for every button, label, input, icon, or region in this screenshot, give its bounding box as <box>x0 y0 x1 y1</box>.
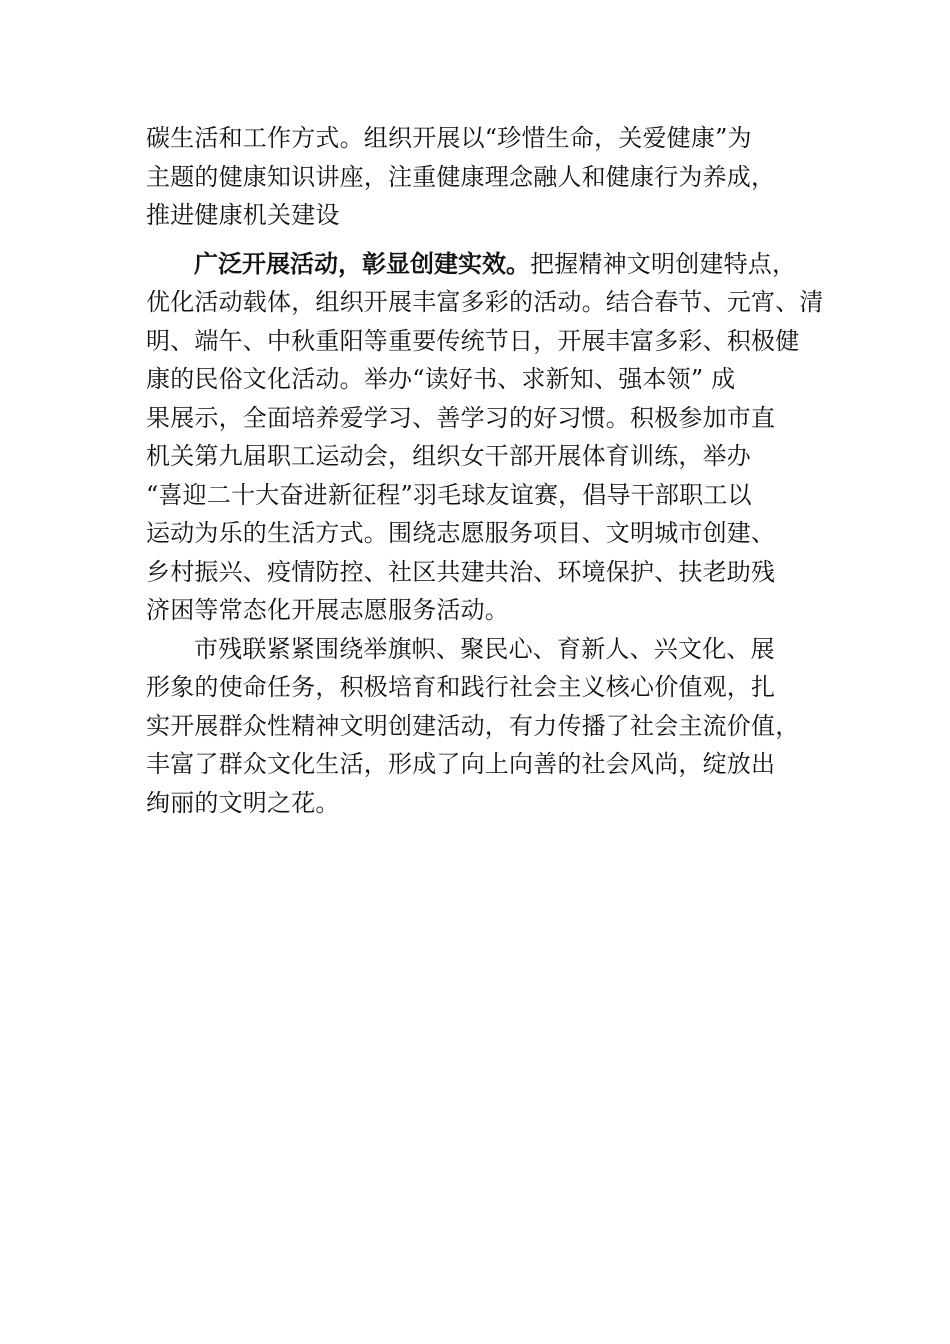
section-heading: 广泛开展活动，彰显创建实效。 <box>194 249 530 278</box>
text-line: 明、端午、中秋重阳等重要传统节日，开展丰富多彩、积极健 <box>146 326 800 355</box>
text-line: 机关第九届职工运动会，组织女干部开展体育训练，举办 <box>146 442 751 470</box>
text-line: 济困等常态化开展志愿服务活动。 <box>146 596 509 624</box>
text-line: 康的民俗文化活动。举办“读好书、求新知、强本领” 成 <box>146 365 736 393</box>
text-line <box>146 245 826 284</box>
text-line: 丰富了群众文化生活，形成了向上向善的社会风尚，绽放出 <box>146 750 776 778</box>
text-line: 主题的健康知识讲座，注重健康理念融人和健康行为养成， <box>146 162 776 191</box>
text-line: 推进健康机关建设 <box>146 201 340 229</box>
paragraph-gap <box>146 235 826 245</box>
text-line: 碳生活和工作方式。组织开展以“珍惜生命，关爱健康”为 <box>146 124 752 152</box>
text-line: 市残联紧紧围绕举旗帜、聚民心、育新人、兴文化、展 <box>194 634 775 663</box>
text-line: 果展示，全面培养爱学习、善学习的好习惯。积极参加市直 <box>146 403 776 432</box>
text-line: 实开展群众性精神文明创建活动，有力传播了社会主流价值， <box>146 711 800 740</box>
text-line: 形象的使命任务，积极培育和践行社会主义核心价值观，扎 <box>146 673 776 701</box>
text-line: 优化活动载体，组织开展丰富多彩的活动。结合春节、元宵、清 <box>146 288 824 316</box>
paragraph-activities <box>146 245 826 630</box>
text-line: 乡村振兴、疫情防控、社区共建共治、环境保护、扶老助残 <box>146 557 776 586</box>
paragraph-summary <box>146 630 826 823</box>
text-line: 运动为乐的生活方式。围绕志愿服务项目、文明城市创建、 <box>146 519 776 547</box>
heading-line-rest: 把握精神文明创建特点， <box>530 249 797 278</box>
document-body <box>146 119 826 822</box>
text-line: “喜迎二十大奋进新征程”羽毛球友谊赛，倡导干部职工以 <box>146 480 752 509</box>
text-line: 绚丽的文明之花。 <box>146 788 340 817</box>
paragraph-health <box>146 119 826 235</box>
